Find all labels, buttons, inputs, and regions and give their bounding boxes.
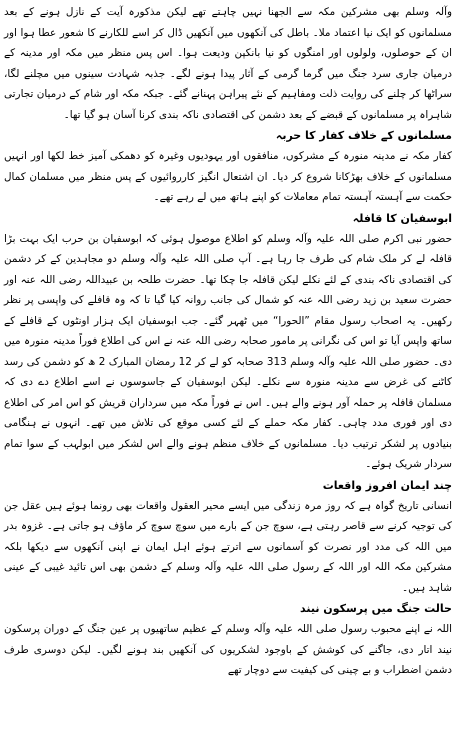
heading-kuffar-strategy: مسلمانوں کے خلاف کفار کا حربہ [275, 129, 452, 142]
paragraph-kuffar-strategy: کفار مکہ نے مدینہ منورہ کے مشرکوں، منافقوں اور یہودیوں وغیرہ کو دھمکی آمیز خط لکھا اور انہیں مسلمانوں کے خلاف بھڑکانا شروع کر دیا۔ ان اشتعال انگیز کارروائیوں کے پس منظر میں مسلمان کمال حکمت سے آہستہ آہستہ تمام معاملات کو اپنے ہاتھ میں لے رہے تھے۔ [4, 150, 452, 203]
heading-faith-events: چند ایمان افروز واقعات [322, 478, 452, 492]
heading-peaceful-sleep: حالت جنگ میں پرسکون نیند [300, 602, 452, 615]
paragraph-faith-events: انسانی تاریخ گواہ ہے کہ روز مرہ زندگی میں ایسے محیر العقول واقعات بھی رونما ہوئے ہیں عقل جن کی توجیہ کرنے سے قاصر رہتی ہے، سوچ جن کے بارے میں سوچ سوچ کر ماؤف ہو جاتی ہے۔ غزوہ بدر میں اللہ کی مدد اور نصرت کو آسمانوں سے اترتے ہوئے اہل ایمان نے اپنی آنکھوں سے دیکھا بلکہ مشرکین مکہ اللہ اور اللہ کے رسول صلی اللہ علیہ وآلہ وسلم کے دشمن بھی اس تائید غیبی کے عینی شاہد ہیں۔ [4, 499, 452, 594]
paragraph-peaceful-sleep: اللہ نے اپنے محبوب رسول صلی اللہ علیہ وآلہ وسلم کے عظیم ساتھیوں پر عین جنگ کے دوران پرسکون نیند اتار دی، جاگنے کی کوشش کے باوجود لشکریوں کی آنکھیں بند ہونے لگیں۔ لیکن دوسری طرف دشمن اضطراب و بے چینی کی کیفیت سے دوچار تھے [4, 623, 452, 676]
heading-abu-sufyan-caravan: ابوسفیان کا قافلہ [352, 211, 452, 225]
paragraph-intro: وآلہ وسلم بھی مشرکین مکہ سے الجھنا نہیں چاہتے تھے لیکن مذکورہ آیت کے نازل ہونے کے بعد مسلمانوں کو ایک نیا اعتماد ملا۔ باطل کی آنکھوں میں آنکھیں ڈال کر اسے للکارنے کا شعور عطا ہوا اور ان کے حوصلوں، ولولوں اور امنگوں کو نیا بانکپن ودیعت ہوا۔ اس پس منظر میں مکہ اور مدینہ کے درمیان جاری سرد جنگ میں گرما گرمی کے آثار پیدا ہونے لگے۔ جذبہ شہادت سینوں میں مچلنے لگا، سراٹھا کر چلنے کی روایت ذلت ومفاہیم کے نئے پیراہن پہنانے گئے۔ جبکہ مکہ اور شام کے درمیان تجارتی شاہراہ پر مسلمانوں کے قبضے کے بعد دشمن کی اقتصادی ناکہ بندی کرنا آسان ہو گیا تھا۔ [4, 6, 452, 121]
paragraph-abu-sufyan-caravan: حضور نبی اکرم صلی اللہ علیہ وآلہ وسلم کو اطلاع موصول ہوئی کہ ابوسفیان بن حرب ایک بہت بڑا قافلہ لے کر ملک شام کی طرف جا رہا ہے۔ آپ صلی اللہ علیہ وآلہ وسلم دو مجاہدین کے کر دشمن کی اقتصادی ناکہ بندی کے لئے نکلے لیکن قافلہ جا چکا تھا۔ حضرت طلحہ بن عبیداللہ رضی اللہ عنہ اور حضرت سعید بن زید رضی اللہ عنہ کو شمال کی جانب روانہ کیا گیا تا کہ وہ قافلے کی واپسی پر نظر رکھیں۔ یہ اصحاب رسول مقام ”الحورا“ میں ٹھہر گئے۔ جب ابوسفیان ایک ہزار اونٹوں کے قافلے کے ساتھ واپس آیا تو اس کی نگرانی پر مامور صحابہ رضی اللہ عنہ نے اس کی اطلاع فوراً مدینہ منورہ میں دی۔ حضور صلی اللہ علیہ وآلہ وسلم 313 صحابہ کو لے کر 12 رمضان المبارک 2 ھ کو دشمن کی رسد کاٹنے کی غرض سے مدینہ منورہ سے نکلے۔ لیکن ابوسفیان کے جاسوسوں نے اسے اطلاع دے دی کہ مسلمان قافلہ پر حملہ آور ہونے والے ہیں۔ اس نے فوراً مکہ میں سرداران قریش کو اس امر کی اطلاع دی اور فوری مدد چاہی۔ کفار مکہ حملے کے لئے کسی موقع کی تلاش میں تھے۔ انہوں نے ہنگامی بنیادوں پر لشکر ترتیب دیا۔ مسلمانوں کے خلاف منظم ہونے والے اس لشکر میں ابولہب کے سوا تمام سردار شریک ہوئے۔ [4, 232, 452, 470]
